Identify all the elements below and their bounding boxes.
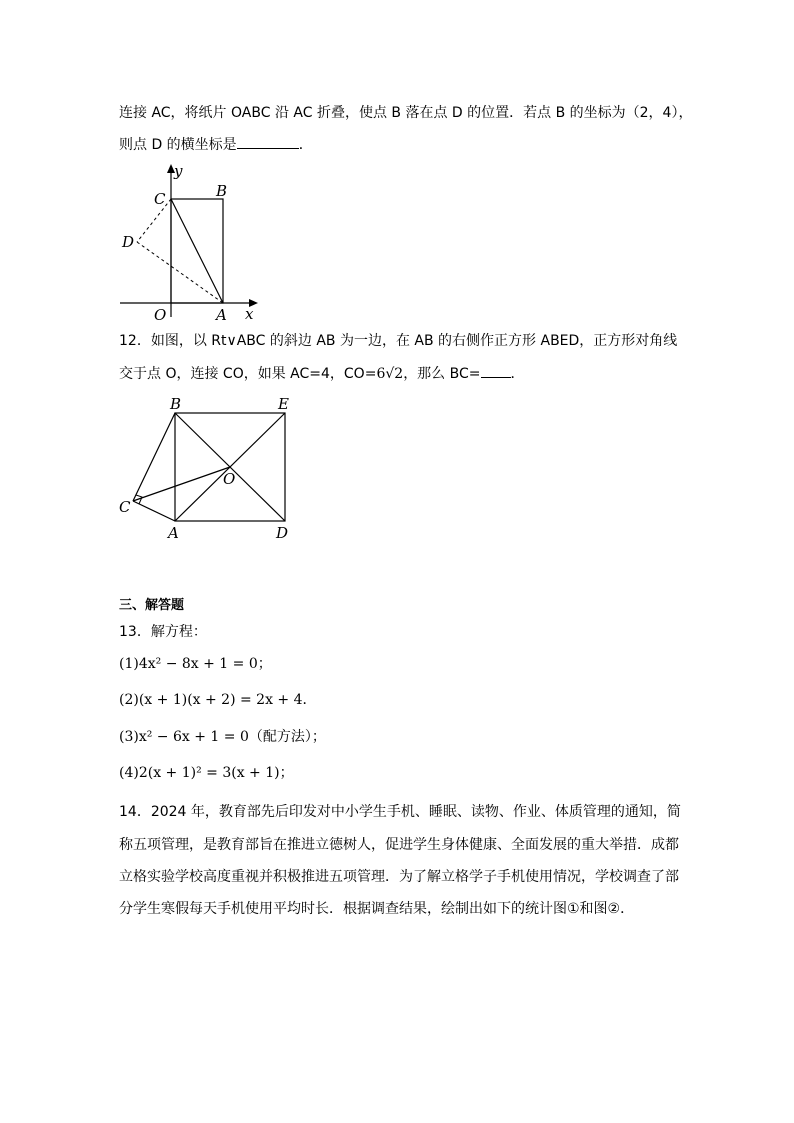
q11-label-y: y xyxy=(174,162,183,180)
q12-label-a: A xyxy=(168,524,179,542)
q11-label-c: C xyxy=(154,190,166,208)
q11-text-line1: 连接 AC，将纸片 OABC 沿 AC 折叠，使点 B 落在点 D 的位置．若点 B 的坐标为（2，4）， xyxy=(119,105,693,121)
q11-label-x: x xyxy=(245,305,254,322)
q12-text-line2 xyxy=(119,363,525,384)
q11-text-line2 xyxy=(119,134,313,155)
q13-title: 13．解方程： xyxy=(119,624,207,640)
q11-segment-ac xyxy=(171,199,223,303)
q13-equation-1: (1)4x² − 8x + 1 = 0； xyxy=(119,656,272,672)
section-heading-answers: 三、解答题 xyxy=(119,598,185,613)
q11-line2-suffix: ． xyxy=(298,137,313,153)
q11-label-b: B xyxy=(216,182,228,200)
q13-equation-2: (2)(x + 1)(x + 2) = 2x + 4． xyxy=(119,692,317,708)
answer-blank-q11[interactable] xyxy=(237,134,299,149)
q14-text-line1: 14．2024 年，教育部先后印发对中小学生手机、睡眠、读物、作业、体质管理的通知，简 xyxy=(119,804,681,820)
q12-segment-co xyxy=(133,467,230,501)
q11-segment-da xyxy=(137,242,223,303)
q13-equation-4: (4)2(x + 1)² = 3(x + 1)； xyxy=(119,765,294,781)
q12-label-o: O xyxy=(223,470,236,488)
q12-label-e: E xyxy=(278,395,289,413)
q12-line2-suffix: ． xyxy=(510,366,525,382)
q12-label-d: D xyxy=(276,524,289,542)
q12-text-line1: 12．如图，以 Rt∨ABC 的斜边 AB 为一边，在 AB 的右侧作正方形 ABED，正方形对角线 xyxy=(119,333,678,349)
q11-figure xyxy=(110,162,270,322)
q12-segment-bc xyxy=(133,413,175,501)
q11-label-d: D xyxy=(122,233,135,251)
q14-text-line2: 称五项管理，是教育部旨在推进立德树人，促进学生身体健康、全面发展的重大举措．成都 xyxy=(119,837,679,853)
q14-text-line3: 立格实验学校高度重视并积极推进五项管理．为了解立格学子手机使用情况，学校调查了部 xyxy=(119,869,679,885)
q12-label-c: C xyxy=(119,498,131,516)
q11-label-o: O xyxy=(154,306,167,322)
q14-text-line4: 分学生寒假每天手机使用平均时长．根据调查结果，绘制出如下的统计图①和图②． xyxy=(119,901,635,917)
q12-line2-prefix: 交于点 O，连接 CO，如果 AC=4，CO= xyxy=(119,366,377,382)
q13-equation-3: (3)x² − 6x + 1 = 0（配方法）； xyxy=(119,729,326,745)
q11-label-a: A xyxy=(216,306,227,322)
q12-co-value: 6√2 xyxy=(376,366,404,382)
answer-blank-q12[interactable] xyxy=(481,363,511,378)
q12-line2-mid: ，那么 BC= xyxy=(403,366,481,382)
q12-label-b: B xyxy=(170,395,182,413)
q12-figure xyxy=(110,394,300,544)
q11-line2-prefix: 则点 D 的横坐标是 xyxy=(119,137,237,153)
